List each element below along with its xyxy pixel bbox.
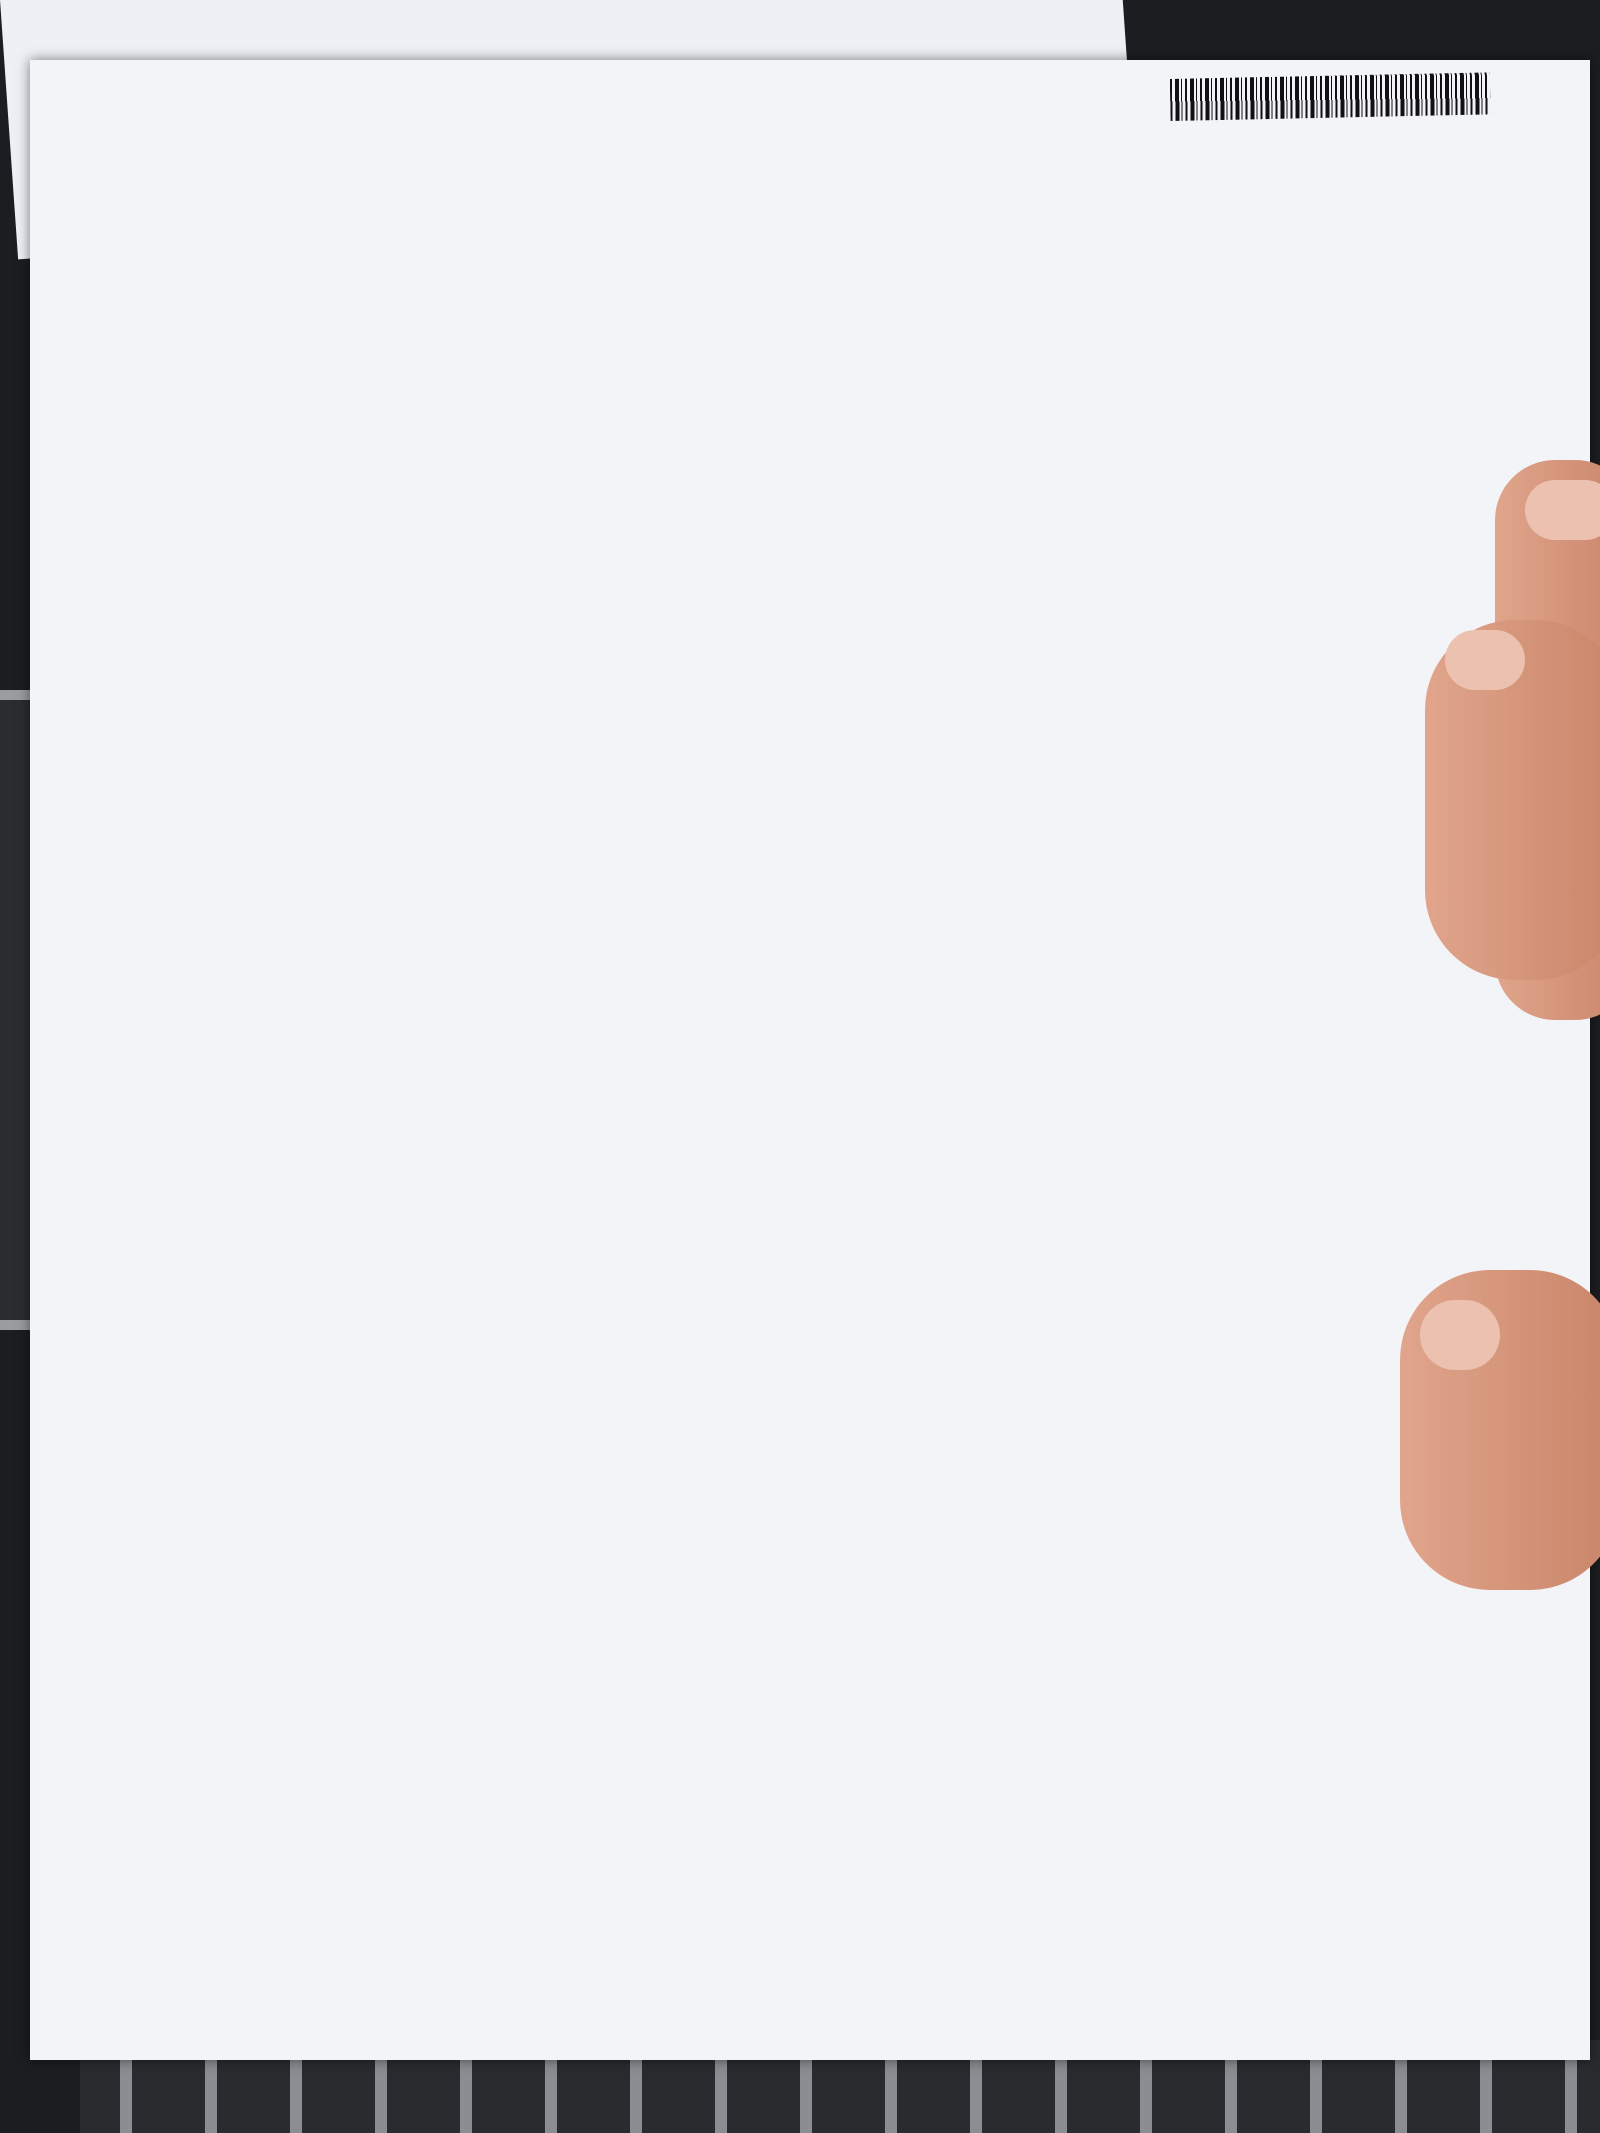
barcode-image	[1170, 72, 1491, 121]
document-content	[170, 71, 1550, 100]
finger	[1400, 1270, 1600, 1590]
finger	[1425, 620, 1600, 980]
inspection-report-page	[30, 60, 1590, 2060]
sections-container	[194, 246, 1534, 274]
